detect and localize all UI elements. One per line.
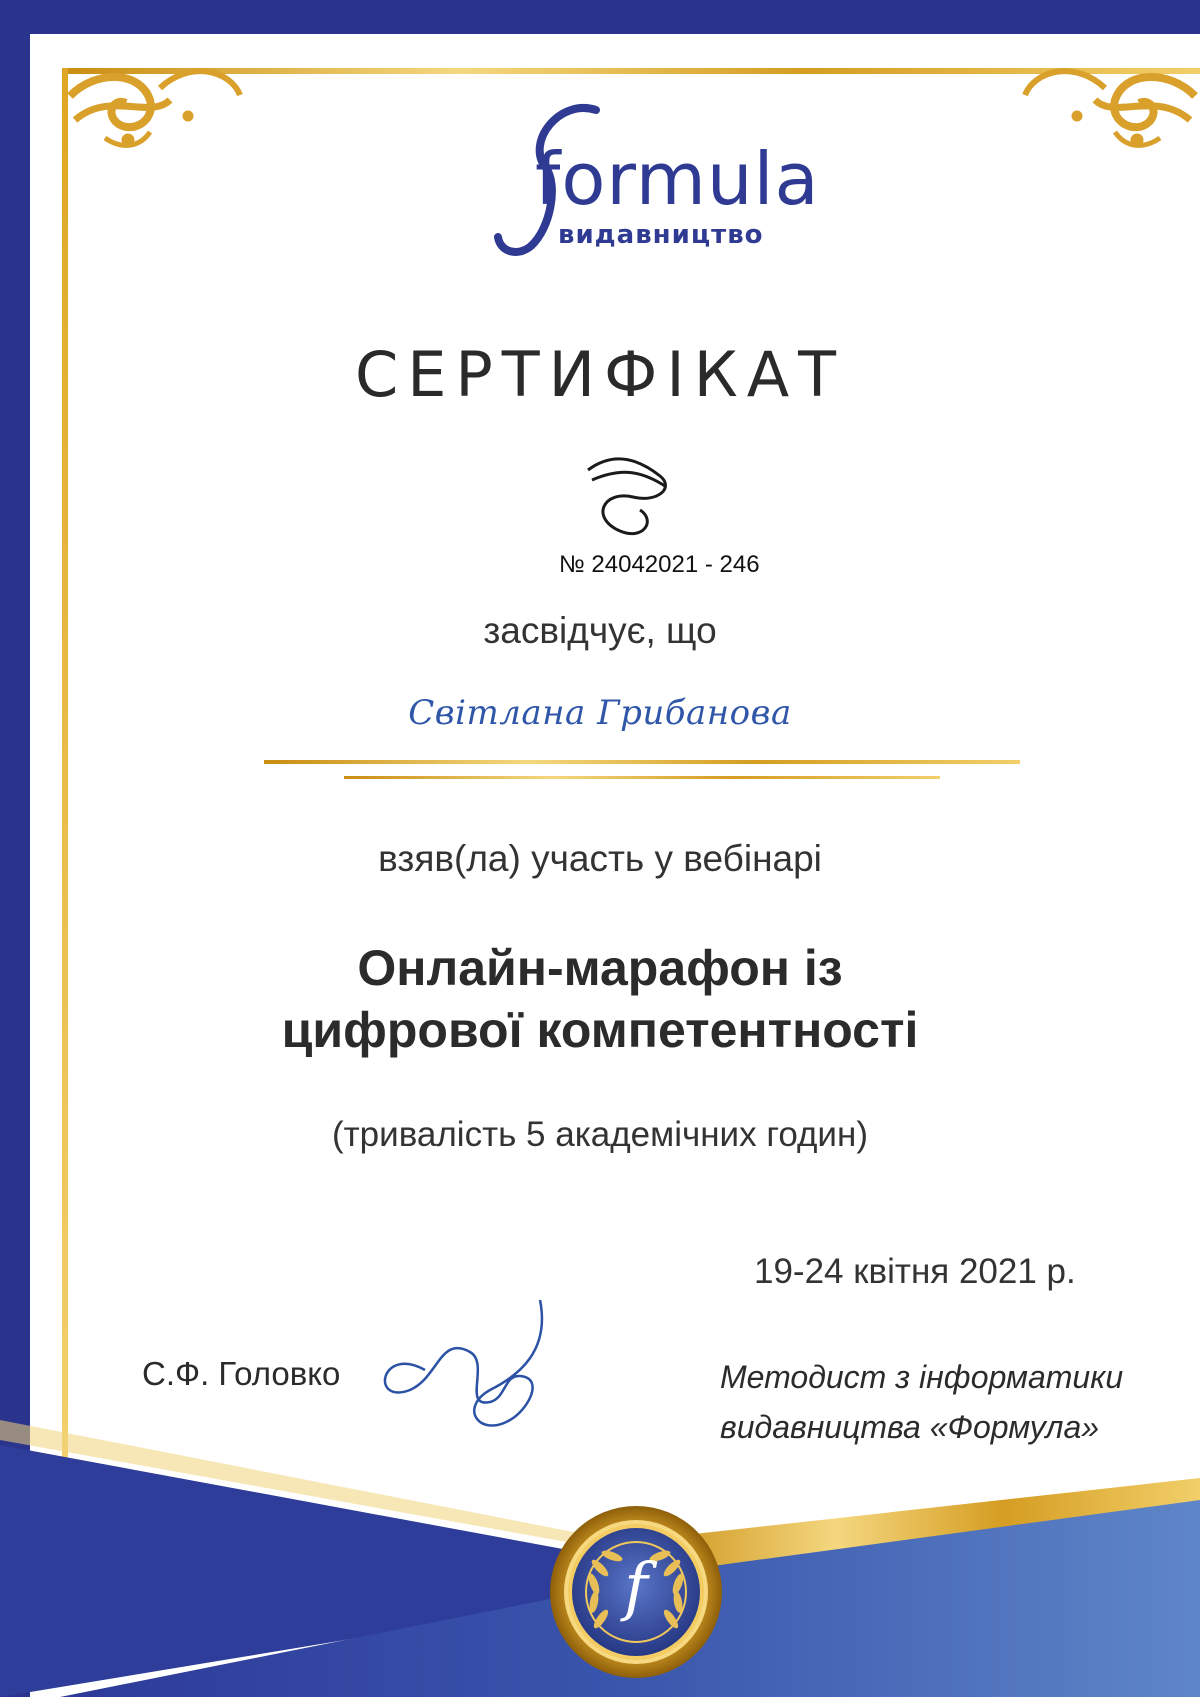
position-line2: видавництва «Формула» xyxy=(720,1409,1100,1445)
participated-text: взяв(ла) участь у вебінарі xyxy=(378,838,822,879)
course-title-line2: цифрової компетентності xyxy=(281,1002,919,1058)
certifies-text: засвідчує, що xyxy=(483,610,717,651)
duration-text: (тривалість 5 академічних годин) xyxy=(332,1115,868,1154)
logo-formula-text: formula xyxy=(535,137,820,221)
certificate-number: № 24042021 - 246 xyxy=(559,551,760,578)
certificate-title: СЕРТИФІКАТ xyxy=(354,338,846,411)
signer-name: С.Ф. Головко xyxy=(142,1355,341,1392)
logo-subtitle: видавництво xyxy=(558,220,764,250)
course-title-line1: Онлайн-марафон із xyxy=(357,940,843,996)
course-title xyxy=(0,937,1200,1061)
recipient-name: Світлана Грибанова xyxy=(408,693,792,733)
date-text: 19-24 квітня 2021 р. xyxy=(754,1252,1076,1291)
position-line1: Методист з інформатики xyxy=(720,1359,1124,1395)
seal-letter: f xyxy=(624,1550,648,1624)
seal-icon xyxy=(550,1506,722,1678)
signer-position xyxy=(720,1352,1123,1452)
